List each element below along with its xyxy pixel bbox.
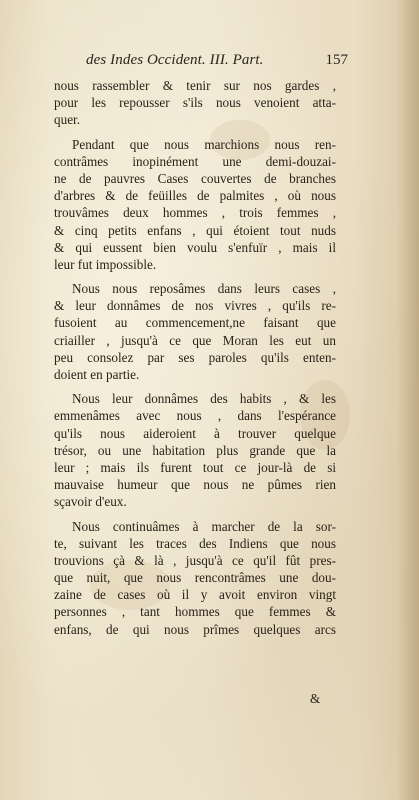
text-line: trouvâmes deux hommes , trois femmes , bbox=[54, 205, 336, 221]
text-line: Nous nous reposâmes dans leurs cases , bbox=[72, 281, 336, 297]
catchword: & bbox=[310, 691, 321, 706]
text-line: peu consolez par ses paroles qu'ils enten- bbox=[54, 349, 336, 365]
paragraph bbox=[54, 136, 336, 274]
text-line: que nuit, que nous rencontrâmes une dou- bbox=[54, 570, 336, 586]
page-header bbox=[86, 52, 348, 74]
text-line: Nous continuâmes à marcher de la sor- bbox=[72, 518, 336, 534]
text-line: & cinq petits enfans , qui étoient tout nuds bbox=[54, 222, 336, 238]
text-line: trésor, ou une habitation plus grande que la bbox=[54, 442, 336, 458]
paragraph bbox=[54, 518, 336, 638]
text-line: nous rassembler & tenir sur nos gardes , bbox=[54, 78, 336, 93]
page-number: 157 bbox=[325, 52, 348, 68]
text-line: leur fut impossible. bbox=[54, 256, 157, 272]
text-line: mauvaise humeur que nous ne pûmes rien bbox=[54, 477, 336, 493]
paragraph bbox=[54, 390, 336, 510]
text-line: quer. bbox=[54, 112, 81, 128]
paragraph bbox=[54, 280, 336, 383]
text-line: fusoient au commencement,ne faisant que bbox=[54, 315, 336, 331]
text-line: enfans, de qui nous prîmes quelques arcs bbox=[54, 621, 336, 637]
text-line: criailler , jusqu'à ce que Moran les eut un bbox=[54, 332, 336, 348]
text-line: Nous leur donnâmes des habits , & les bbox=[72, 391, 336, 407]
text-line: doient en partie. bbox=[54, 367, 140, 382]
text-line: d'arbres & de feüilles de palmites , où nous bbox=[54, 188, 336, 204]
text-line: Pendant que nous marchions nous ren- bbox=[72, 136, 336, 152]
text-line: contrâmes inopinément une demi-douzai- bbox=[54, 153, 336, 169]
text-line: qu'ils nous aideroient à trouver quelque bbox=[54, 425, 336, 441]
text-line: ne de pauvres Cases couvertes de branches bbox=[54, 170, 336, 186]
body-text bbox=[54, 77, 336, 638]
text-line: pour les repousser s'ils nous venoient atta- bbox=[54, 95, 336, 111]
text-line: emmenâmes avec nous , dans l'espérance bbox=[54, 408, 336, 424]
text-line: & qui eussent bien voulu s'enfuïr , mais il bbox=[54, 239, 336, 255]
paragraph bbox=[54, 77, 336, 129]
text-line: trouvions çà & là , jusqu'à ce qu'il fût pres- bbox=[54, 552, 336, 568]
text-line: personnes , tant hommes que femmes & bbox=[54, 604, 336, 620]
text-line: te, suivant les traces des Indiens que nous bbox=[54, 535, 336, 551]
text-line: & leur donnâmes de nos vivres , qu'ils re- bbox=[54, 298, 336, 314]
text-line: zaine de cases où il y avoit environ vingt bbox=[54, 587, 336, 603]
running-head: des Indes Occident. III. Part. bbox=[86, 52, 264, 68]
text-line: leur ; mais ils furent tout ce jour-là de si bbox=[54, 459, 336, 475]
text-line: sçavoir d'eux. bbox=[54, 494, 127, 510]
